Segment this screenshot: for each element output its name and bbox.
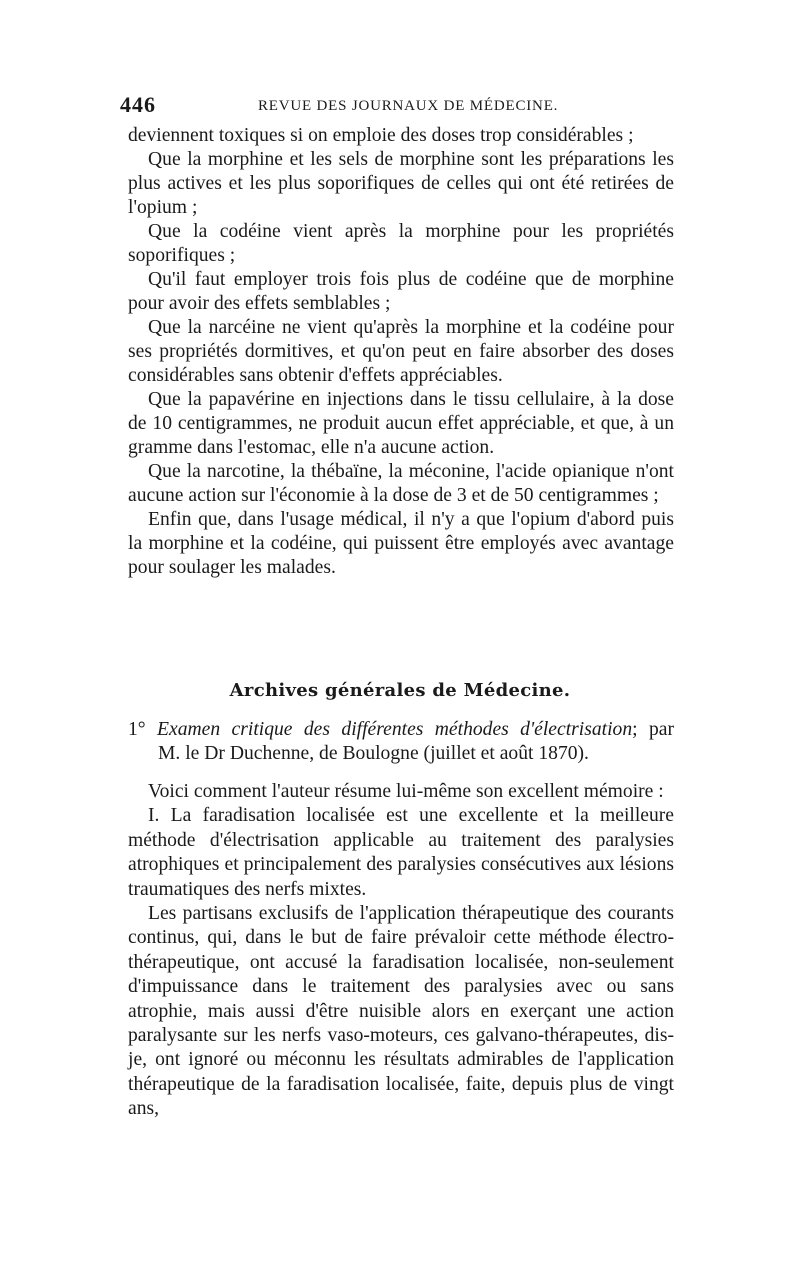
paragraph: Enfin que, dans l'usage médical, il n'y a que l'opium d'abord puis la morphine et la codéine, qui puissent être employés avec avantage pour soulager les malades. — [128, 509, 674, 578]
paragraph: Que la morphine et les sels de morphine sont les préparations les plus actives et les plus soporifiques de celles qui ont été retirées de l'opium ; — [128, 149, 674, 218]
paragraph: Les partisans exclusifs de l'application thérapeutique des courants continus, qui, dans le but de faire prévaloir cette méthode électro-thérapeutique, ont accusé la faradisation localisée, non-seulement d'impuissance dans le traitement des paralysies avec ou sans atrophie, mais aussi d'être nuisible alors en exerçant une action paralysante sur les nerfs vaso-moteurs, ces galvano-thérapeutes, dis-je, ont ignoré ou méconnu les résultats admirables de l'application thérapeutique de la faradisation localisée, faite, depuis plus de vingt ans, — [128, 903, 674, 1120]
paragraph: Que la narcéine ne vient qu'après la morphine et la codéine pour ses propriétés dormitives, et qu'on peut en faire absorber des doses considérables sans obtenir d'effets appréciables. — [128, 317, 674, 386]
paragraph: Que la narcotine, la thébaïne, la méconine, l'acide opianique n'ont aucune action sur l'économie à la dose de 3 et de 50 centigrammes ; — [128, 461, 674, 506]
section-heading: Archives générales de Médecine. — [229, 680, 571, 701]
paragraph: Que la papavérine en injections dans le tissu cellulaire, à la dose de 10 centigrammes, ne produit aucun effet appréciable, et que, à un gramme dans l'estomac, elle n'a aucune action. — [128, 389, 674, 458]
page-number: 446 — [120, 92, 156, 117]
article-title: Examen critique des différentes méthodes d'électrisation — [157, 719, 633, 740]
article-title-suffix: ; par — [632, 719, 674, 740]
paragraph: Voici comment l'auteur résume lui-même son excellent mémoire : — [148, 781, 664, 802]
page-header — [120, 92, 680, 122]
paragraph: I. La faradisation localisée est une excellente et la meilleure méthode d'électrisation applicable au traitement des paralysies atrophiques et principalement des paralysies consécutives aux lésions traumatiques des nerfs mixtes. — [128, 805, 674, 900]
article-number: 1° — [128, 719, 146, 740]
article-author: M. le Dr Duchenne, de Boulogne (juillet et août 1870). — [158, 743, 589, 764]
paragraph: Que la codéine vient après la morphine pour les propriétés soporifiques ; — [128, 221, 674, 266]
paragraph: Qu'il faut employer trois fois plus de codéine que de morphine pour avoir des effets semblables ; — [128, 269, 674, 314]
body-text-bottom — [128, 780, 674, 1122]
paragraph: deviennent toxiques si on emploie des doses trop considérables ; — [128, 125, 634, 146]
running-title: REVUE DES JOURNAUX DE MÉDECINE. — [258, 98, 559, 114]
article-title-line — [128, 718, 674, 742]
article-reference — [128, 718, 674, 766]
body-text-top — [128, 124, 674, 580]
